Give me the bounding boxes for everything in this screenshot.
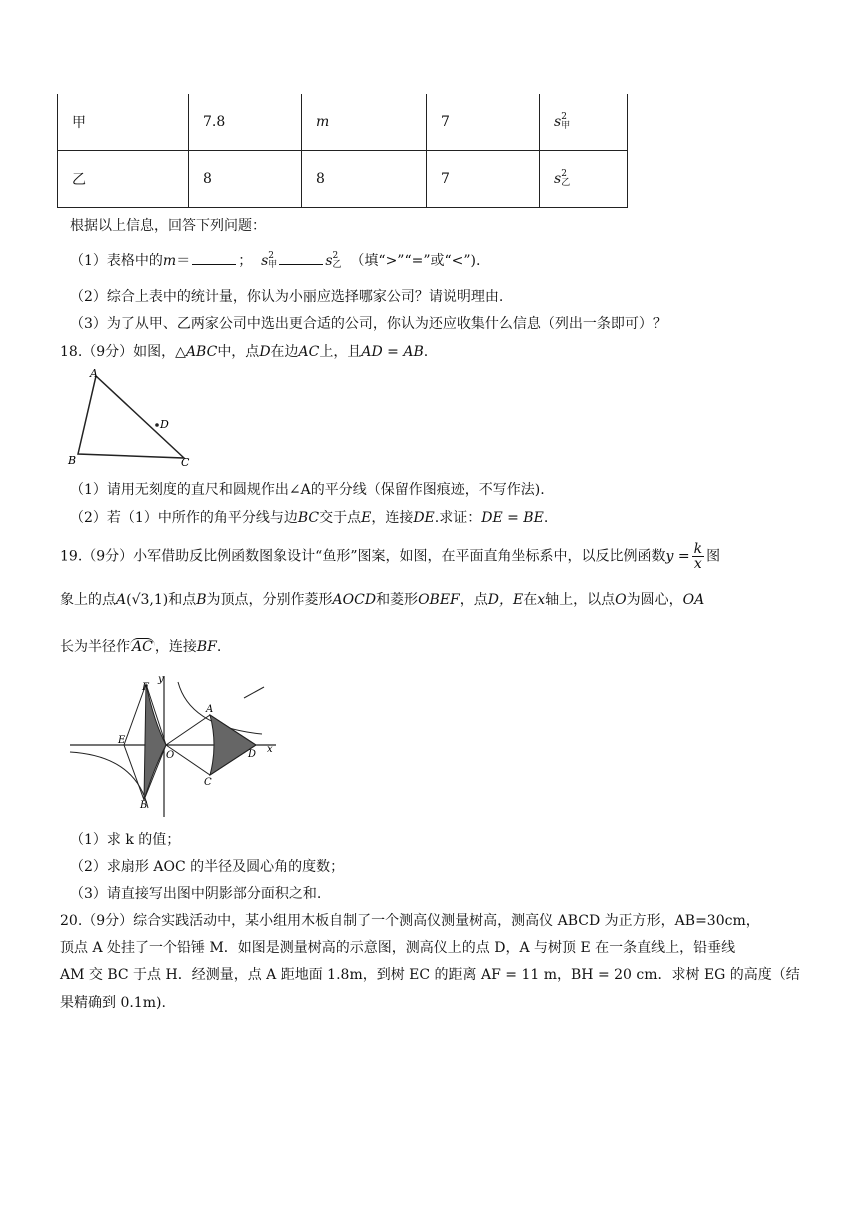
text: . — [423, 344, 429, 360]
q19-line3 — [60, 637, 800, 657]
label-d: D — [160, 418, 169, 431]
math: DE — [413, 510, 435, 526]
variance-symbol: s — [261, 253, 269, 269]
q19-line2 — [60, 590, 800, 610]
text: 18.（9分）如图， — [60, 344, 176, 360]
text: 上，且 — [319, 344, 362, 360]
math: x — [537, 592, 546, 608]
text: （1）表格中的 — [70, 253, 163, 269]
answer-blank[interactable] — [192, 251, 236, 265]
math: B — [196, 592, 207, 608]
fish-figure — [66, 672, 286, 820]
q19-part2: （2）求扇形 AOC 的半径及圆心角的度数； — [70, 859, 345, 875]
text: 图 — [706, 548, 721, 565]
arc-ac: AC — [132, 639, 153, 655]
math: AOCD — [332, 592, 377, 608]
math: (√3,1) — [126, 592, 169, 608]
superscript: 2 — [561, 112, 567, 122]
label-c: C — [181, 456, 190, 469]
subscript: 乙 — [332, 260, 342, 270]
q19-part1: （1）求 k 的值； — [70, 832, 181, 848]
q17-intro: 根据以上信息，回答下列问题： — [70, 218, 266, 234]
math: D — [259, 344, 271, 360]
text: （填“>”“=”或“<”). — [350, 253, 481, 269]
label-c: C — [204, 777, 212, 788]
table-cell: 7 — [427, 94, 540, 151]
table-cell: 8 — [189, 151, 302, 208]
label-b: B — [68, 454, 77, 467]
text: . — [216, 639, 222, 655]
q20-line4: 果精确到 0.1m). — [60, 995, 166, 1011]
point-d — [155, 423, 159, 427]
q19-part3: （3）请直接写出图中阴影部分面积之和. — [70, 886, 322, 902]
label-e: E — [118, 735, 126, 746]
math: BC — [297, 510, 320, 526]
table-cell: 甲 — [58, 94, 189, 151]
text: 和菱形 — [376, 592, 419, 608]
shaded-region-left — [144, 684, 166, 800]
q17-part1 — [70, 251, 810, 271]
math: AD = AB — [361, 344, 424, 360]
text: ，连接 — [154, 639, 197, 655]
q20-line1: 20.（9分）综合实践活动中，某小组用木板自制了一个测高仪测量树高，测高仪 ABCD 为正方形，AB=30cm， — [60, 913, 760, 929]
math: OBEF — [418, 592, 460, 608]
math: △ABC — [175, 344, 218, 360]
text: .求证： — [434, 510, 482, 526]
q19-line1 — [60, 542, 800, 571]
label-d: D — [248, 749, 257, 760]
table-row — [58, 94, 628, 151]
text: ，点 — [459, 592, 488, 608]
text: 在 — [523, 592, 538, 608]
denominator: x — [693, 556, 702, 572]
text: 长为半径作 — [60, 639, 130, 655]
triangle-figure — [62, 366, 202, 470]
q18-stem — [60, 342, 800, 362]
subscript: 甲 — [268, 260, 278, 270]
table-cell: 7.8 — [189, 94, 302, 151]
fraction-k-over-x — [692, 542, 704, 571]
table-cell: 7 — [427, 151, 540, 208]
math: y = — [665, 548, 690, 565]
q20-line2: 顶点 A 处挂了一个铅锤 M．如图是测量树高的示意图，测高仪上的点 D，A 与树顶 E 在一条直线上，铅垂线 — [60, 940, 736, 956]
text: 在边 — [270, 344, 299, 360]
text: 19.（9分）小军借助反比例函数图象设计“鱼形”图案，如图，在平面直角坐标系中，以反比例函数 — [60, 548, 666, 565]
answer-blank[interactable] — [279, 251, 323, 265]
table-cell: 8 — [302, 151, 427, 208]
label-y: y — [158, 674, 164, 685]
var-m: m — [316, 114, 330, 130]
q20-line3: AM 交 BC 于点 H．经测量，点 A 距地面 1.8m，到树 EC 的距离 AF = 11 m，BH = 20 cm．求树 EG 的高度（结 — [60, 967, 800, 983]
stats-table — [57, 94, 628, 208]
table-cell — [302, 94, 427, 151]
table-cell — [540, 151, 628, 208]
text: 交于点 — [319, 510, 362, 526]
variance-symbol: s — [554, 114, 562, 130]
text: 中，点 — [217, 344, 260, 360]
shaded-region-right — [210, 715, 256, 775]
q17-part3: （3）为了从甲、乙两家公司中选出更合适的公司，你认为还应收集什么信息（列出一条即可）？ — [70, 316, 667, 332]
variance-symbol: s — [325, 253, 333, 269]
superscript: 2 — [561, 169, 567, 179]
text: ＝ — [176, 253, 191, 269]
variance-symbol: s — [554, 171, 562, 187]
triangle-abc — [78, 376, 184, 458]
subscript: 乙 — [561, 178, 571, 188]
table-cell: 乙 — [58, 151, 189, 208]
math: DE = BE — [481, 510, 544, 526]
q17-part2: （2）综合上表中的统计量，你认为小丽应选择哪家公司？请说明理由. — [70, 289, 504, 305]
q18-part1: （1）请用无刻度的直尺和圆规作出∠A的平分线（保留作图痕迹，不写作法). — [70, 482, 545, 498]
math: BF — [196, 639, 217, 655]
text: （2）若（1）中所作的角平分线与边 — [70, 510, 298, 526]
subscript: 甲 — [561, 121, 571, 131]
math: A — [116, 592, 127, 608]
var-m: m — [162, 253, 177, 269]
text: 和点 — [168, 592, 197, 608]
numerator: k — [693, 541, 703, 557]
label-a: A — [90, 367, 98, 380]
label-b: B — [140, 800, 148, 811]
text: 象上的点 — [60, 592, 116, 608]
table-row — [58, 151, 628, 208]
curve-fragment — [244, 687, 264, 698]
text: 为顶点，分别作菱形 — [206, 592, 333, 608]
label-x: x — [267, 744, 273, 755]
text: ，连接 — [371, 510, 414, 526]
label-f: F — [142, 682, 149, 693]
superscript: 2 — [332, 251, 339, 261]
text: . — [543, 510, 549, 526]
label-o: O — [166, 750, 175, 761]
superscript: 2 — [268, 251, 275, 261]
text: 轴上，以点 — [545, 592, 616, 608]
math: E — [361, 510, 372, 526]
math: O — [615, 592, 627, 608]
text: 为圆心， — [626, 592, 683, 608]
q18-part2 — [70, 508, 810, 528]
table-cell — [540, 94, 628, 151]
text: ； — [238, 253, 253, 269]
label-a: A — [206, 704, 214, 715]
math: OA — [682, 592, 705, 608]
math: D，E — [487, 592, 524, 608]
math: AC — [298, 344, 320, 360]
